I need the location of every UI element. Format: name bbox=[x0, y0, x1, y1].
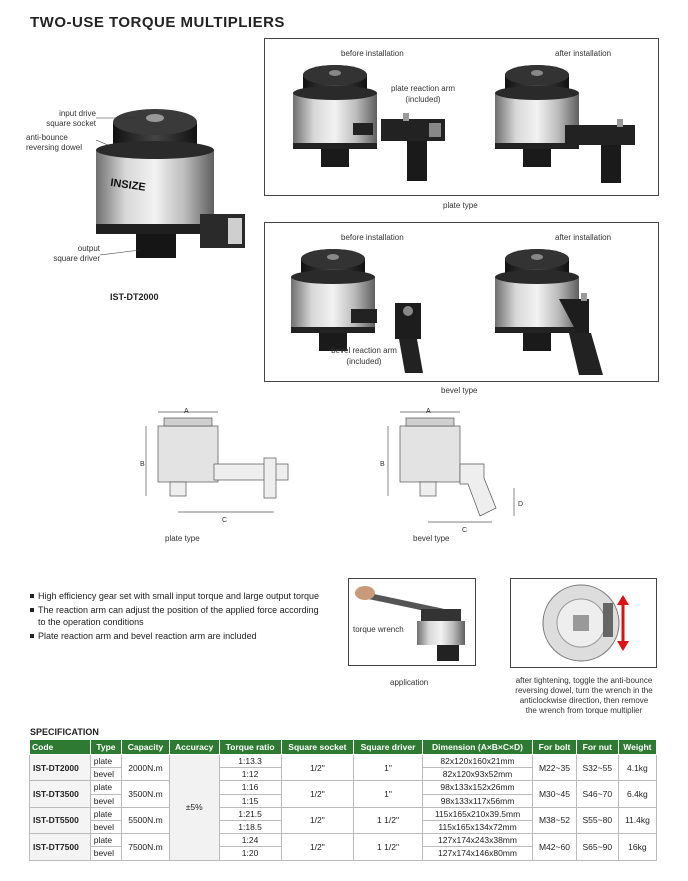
bevel-type-drawing bbox=[376, 408, 536, 538]
row-socket: 1/2" bbox=[281, 807, 354, 833]
spec-header-row bbox=[30, 740, 657, 755]
row-type: plate bbox=[90, 781, 121, 794]
row-ratio: 1:18.5 bbox=[219, 820, 281, 833]
plate-dim-b: B bbox=[140, 461, 145, 468]
table-row bbox=[30, 834, 657, 847]
row-type: plate bbox=[90, 807, 121, 820]
callout-output: output square driver bbox=[53, 244, 100, 263]
row-dimension: 98x133x152x26mm bbox=[422, 781, 532, 794]
header-capacity: Capacity bbox=[122, 740, 170, 755]
main-model-label: IST-DT2000 bbox=[110, 292, 159, 302]
row-bolt: M38~52 bbox=[533, 807, 577, 833]
bevel-dim-a: A bbox=[426, 408, 431, 415]
plate-panel-caption: plate type bbox=[443, 201, 478, 210]
feature-item: The reaction arm can adjust the position of the applied force according to the operation conditions bbox=[30, 604, 320, 629]
row-ratio: 1:15 bbox=[219, 794, 281, 807]
row-dimension: 115x165x134x72mm bbox=[422, 820, 532, 833]
row-driver: 1" bbox=[354, 755, 423, 781]
spec-title: SPECIFICATION bbox=[30, 727, 99, 737]
page-title: TWO-USE TORQUE MULTIPLIERS bbox=[30, 14, 285, 31]
row-weight: 16kg bbox=[618, 834, 656, 860]
accuracy-cell: ±5% bbox=[169, 755, 219, 861]
row-socket: 1/2" bbox=[281, 755, 354, 781]
bevel-dim-d: D bbox=[518, 501, 524, 508]
plate-arm-label: plate reaction arm (included) bbox=[390, 84, 456, 104]
row-bolt: M42~60 bbox=[533, 834, 577, 860]
header-square-socket: Square socket bbox=[281, 740, 354, 755]
row-socket: 1/2" bbox=[281, 834, 354, 860]
row-type: plate bbox=[90, 755, 121, 768]
reverse-instructions: after tightening, toggle the anti-bounce reversing dowel, turn the wrench in the anticlockwise direction, then remove the wrench from torque multiplier bbox=[515, 676, 653, 715]
row-capacity: 5500N.m bbox=[122, 807, 170, 833]
torque-wrench-label: torque wrench bbox=[353, 625, 404, 634]
plate-before-output-stub bbox=[353, 119, 375, 139]
row-capacity: 7500N.m bbox=[122, 834, 170, 860]
bevel-panel-caption: bevel type bbox=[441, 386, 478, 395]
row-ratio: 1:13.3 bbox=[219, 755, 281, 768]
row-code: IST-DT3500 bbox=[30, 781, 91, 807]
row-type: bevel bbox=[90, 794, 121, 807]
row-weight: 11.4kg bbox=[618, 807, 656, 833]
bevel-after-arm bbox=[555, 293, 615, 378]
row-bolt: M30~45 bbox=[533, 781, 577, 807]
header-accuracy: Accuracy bbox=[169, 740, 219, 755]
application-image bbox=[348, 578, 476, 666]
header-for-bolt: For bolt bbox=[533, 740, 577, 755]
row-type: plate bbox=[90, 834, 121, 847]
row-ratio: 1:20 bbox=[219, 847, 281, 860]
table-row bbox=[30, 781, 657, 794]
table-row bbox=[30, 755, 657, 768]
plate-type-panel bbox=[264, 38, 659, 196]
application-caption: application bbox=[390, 678, 429, 687]
header-torque-ratio: Torque ratio bbox=[219, 740, 281, 755]
row-ratio: 1:21.5 bbox=[219, 807, 281, 820]
row-type: bevel bbox=[90, 847, 121, 860]
row-capacity: 3500N.m bbox=[122, 781, 170, 807]
plate-after-arm bbox=[565, 119, 645, 189]
row-nut: S46~70 bbox=[576, 781, 618, 807]
reverse-dowel-image bbox=[510, 578, 657, 668]
row-code: IST-DT7500 bbox=[30, 834, 91, 860]
bevel-dim-b: B bbox=[380, 461, 385, 468]
row-dimension: 127x174x146x80mm bbox=[422, 847, 532, 860]
row-nut: S32~55 bbox=[576, 755, 618, 781]
bevel-type-panel bbox=[264, 222, 659, 382]
row-code: IST-DT2000 bbox=[30, 755, 91, 781]
bevel-arm-label: bevel reaction arm (included) bbox=[331, 346, 397, 366]
bevel-after-label: after installation bbox=[555, 233, 612, 242]
header-for-nut: For nut bbox=[576, 740, 618, 755]
plate-before-multiplier bbox=[285, 61, 385, 171]
row-code: IST-DT5500 bbox=[30, 807, 91, 833]
plate-before-label: before installation bbox=[341, 49, 404, 58]
row-driver: 1 1/2" bbox=[354, 834, 423, 860]
row-driver: 1" bbox=[354, 781, 423, 807]
row-driver: 1 1/2" bbox=[354, 807, 423, 833]
row-dimension: 98x133x117x56mm bbox=[422, 794, 532, 807]
row-nut: S55~80 bbox=[576, 807, 618, 833]
header-weight: Weight bbox=[618, 740, 656, 755]
row-weight: 4.1kg bbox=[618, 755, 656, 781]
row-capacity: 2000N.m bbox=[122, 755, 170, 781]
row-ratio: 1:16 bbox=[219, 781, 281, 794]
brand-logo: INSIZE bbox=[109, 176, 147, 194]
spec-table bbox=[29, 739, 657, 861]
row-weight: 6.4kg bbox=[618, 781, 656, 807]
bevel-before-label: before installation bbox=[341, 233, 404, 242]
row-nut: S65~90 bbox=[576, 834, 618, 860]
row-dimension: 82x120x93x52mm bbox=[422, 768, 532, 781]
bevel-dim-c: C bbox=[462, 527, 468, 534]
row-ratio: 1:12 bbox=[219, 768, 281, 781]
header-square-driver: Square driver bbox=[354, 740, 423, 755]
row-socket: 1/2" bbox=[281, 781, 354, 807]
table-row bbox=[30, 807, 657, 820]
row-type: bevel bbox=[90, 820, 121, 833]
callout-input-drive: input drive square socket bbox=[46, 109, 96, 128]
plate-type-drawing bbox=[138, 408, 298, 530]
feature-item: High efficiency gear set with small input torque and large output torque bbox=[30, 590, 320, 603]
row-bolt: M22~35 bbox=[533, 755, 577, 781]
plate-drawing-caption: plate type bbox=[165, 534, 200, 543]
header-code: Code bbox=[30, 740, 91, 755]
feature-item: Plate reaction arm and bevel reaction arm are included bbox=[30, 630, 320, 643]
bevel-before-multiplier bbox=[283, 245, 383, 355]
row-dimension: 82x120x160x21mm bbox=[422, 755, 532, 768]
row-type: bevel bbox=[90, 768, 121, 781]
feature-list bbox=[30, 590, 320, 643]
bevel-before-output-stub bbox=[351, 305, 379, 329]
row-dimension: 115x165x210x39.5mm bbox=[422, 807, 532, 820]
plate-dim-a: A bbox=[184, 408, 189, 415]
header-dimension: Dimension (A×B×C×D) bbox=[422, 740, 532, 755]
plate-after-label: after installation bbox=[555, 49, 612, 58]
bevel-drawing-caption: bevel type bbox=[413, 534, 450, 543]
row-ratio: 1:24 bbox=[219, 834, 281, 847]
header-type: Type bbox=[90, 740, 121, 755]
plate-reaction-arm-image bbox=[373, 109, 453, 189]
plate-dim-c: C bbox=[222, 517, 228, 524]
row-dimension: 127x174x243x38mm bbox=[422, 834, 532, 847]
callout-anti-bounce: anti-bounce reversing dowel bbox=[26, 133, 83, 152]
